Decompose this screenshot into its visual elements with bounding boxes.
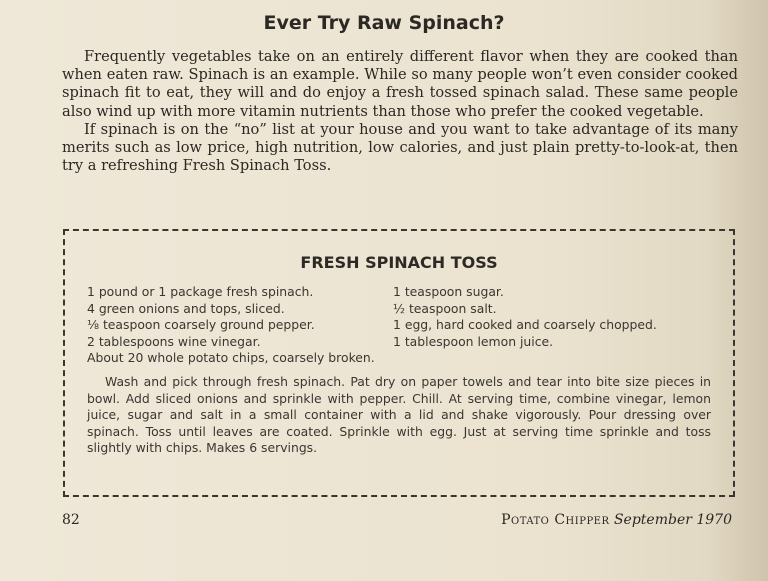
publication-footer (501, 512, 732, 528)
ingredient-item: About 20 whole potato chips, coarsely broken. (87, 350, 375, 366)
publication-name: Potato Chipper (501, 512, 610, 528)
ingredient-list (87, 284, 717, 367)
ingredient-item: ⅛ teaspoon coarsely ground pepper. (87, 317, 315, 333)
ingredient-item: 2 tablespoons wine vinegar. (87, 333, 261, 349)
issue-date: September 1970 (613, 512, 732, 528)
page-number: 82 (62, 512, 80, 528)
recipe-directions: Wash and pick through fresh spinach. Pat dry on paper towels and tear into bite size pieces in bowl. Add sliced onions and sprinkle with pepper. Chill. At serving time, combine vinegar, lemon juice, sugar and salt in a small container with a lid and shake vigorously. Pour dressing over spinach. Toss until leaves are coated. Sprinkle with egg. Just at serving time sprinkle and toss slightly with chips. Makes 6 servings. (87, 374, 711, 456)
intro-paragraph: Frequently vegetables take on an entirely different flavor when they are cooked than when eaten raw. Spinach is an example. While so many people won’t even consider cooked spinach fit to eat, they will and do enjoy a fresh tossed spinach salad. These same people also wind up with more vitamin nutrients than those who prefer the cooked vegetable. (62, 48, 738, 120)
ingredient-item: ½ teaspoon salt. (393, 300, 497, 316)
ingredient-item: 1 tablespoon lemon juice. (393, 333, 554, 349)
ingredient-row (87, 334, 717, 351)
ingredient-row (87, 301, 717, 318)
recipe-title: FRESH SPINACH TOSS (300, 253, 498, 272)
ingredient-item: 1 egg, hard cooked and coarsely chopped. (393, 317, 657, 333)
ingredient-item: 1 teaspoon sugar. (393, 284, 504, 299)
recipe-box (63, 229, 735, 497)
article-title: Ever Try Raw Spinach? (263, 12, 505, 34)
ingredient-item: 4 green onions and tops, sliced. (87, 300, 285, 316)
ingredient-row (87, 284, 717, 301)
ingredient-row (87, 317, 717, 334)
intro-paragraph: If spinach is on the “no” list at your house and you want to take advantage of its many merits such as low price, high nutrition, low calories, and just plain pretty-to-look-at, then try a refreshing Fresh Spinach Toss. (62, 120, 738, 175)
ingredient-item: 1 pound or 1 package fresh spinach. (87, 284, 314, 299)
article-intro (62, 48, 738, 175)
